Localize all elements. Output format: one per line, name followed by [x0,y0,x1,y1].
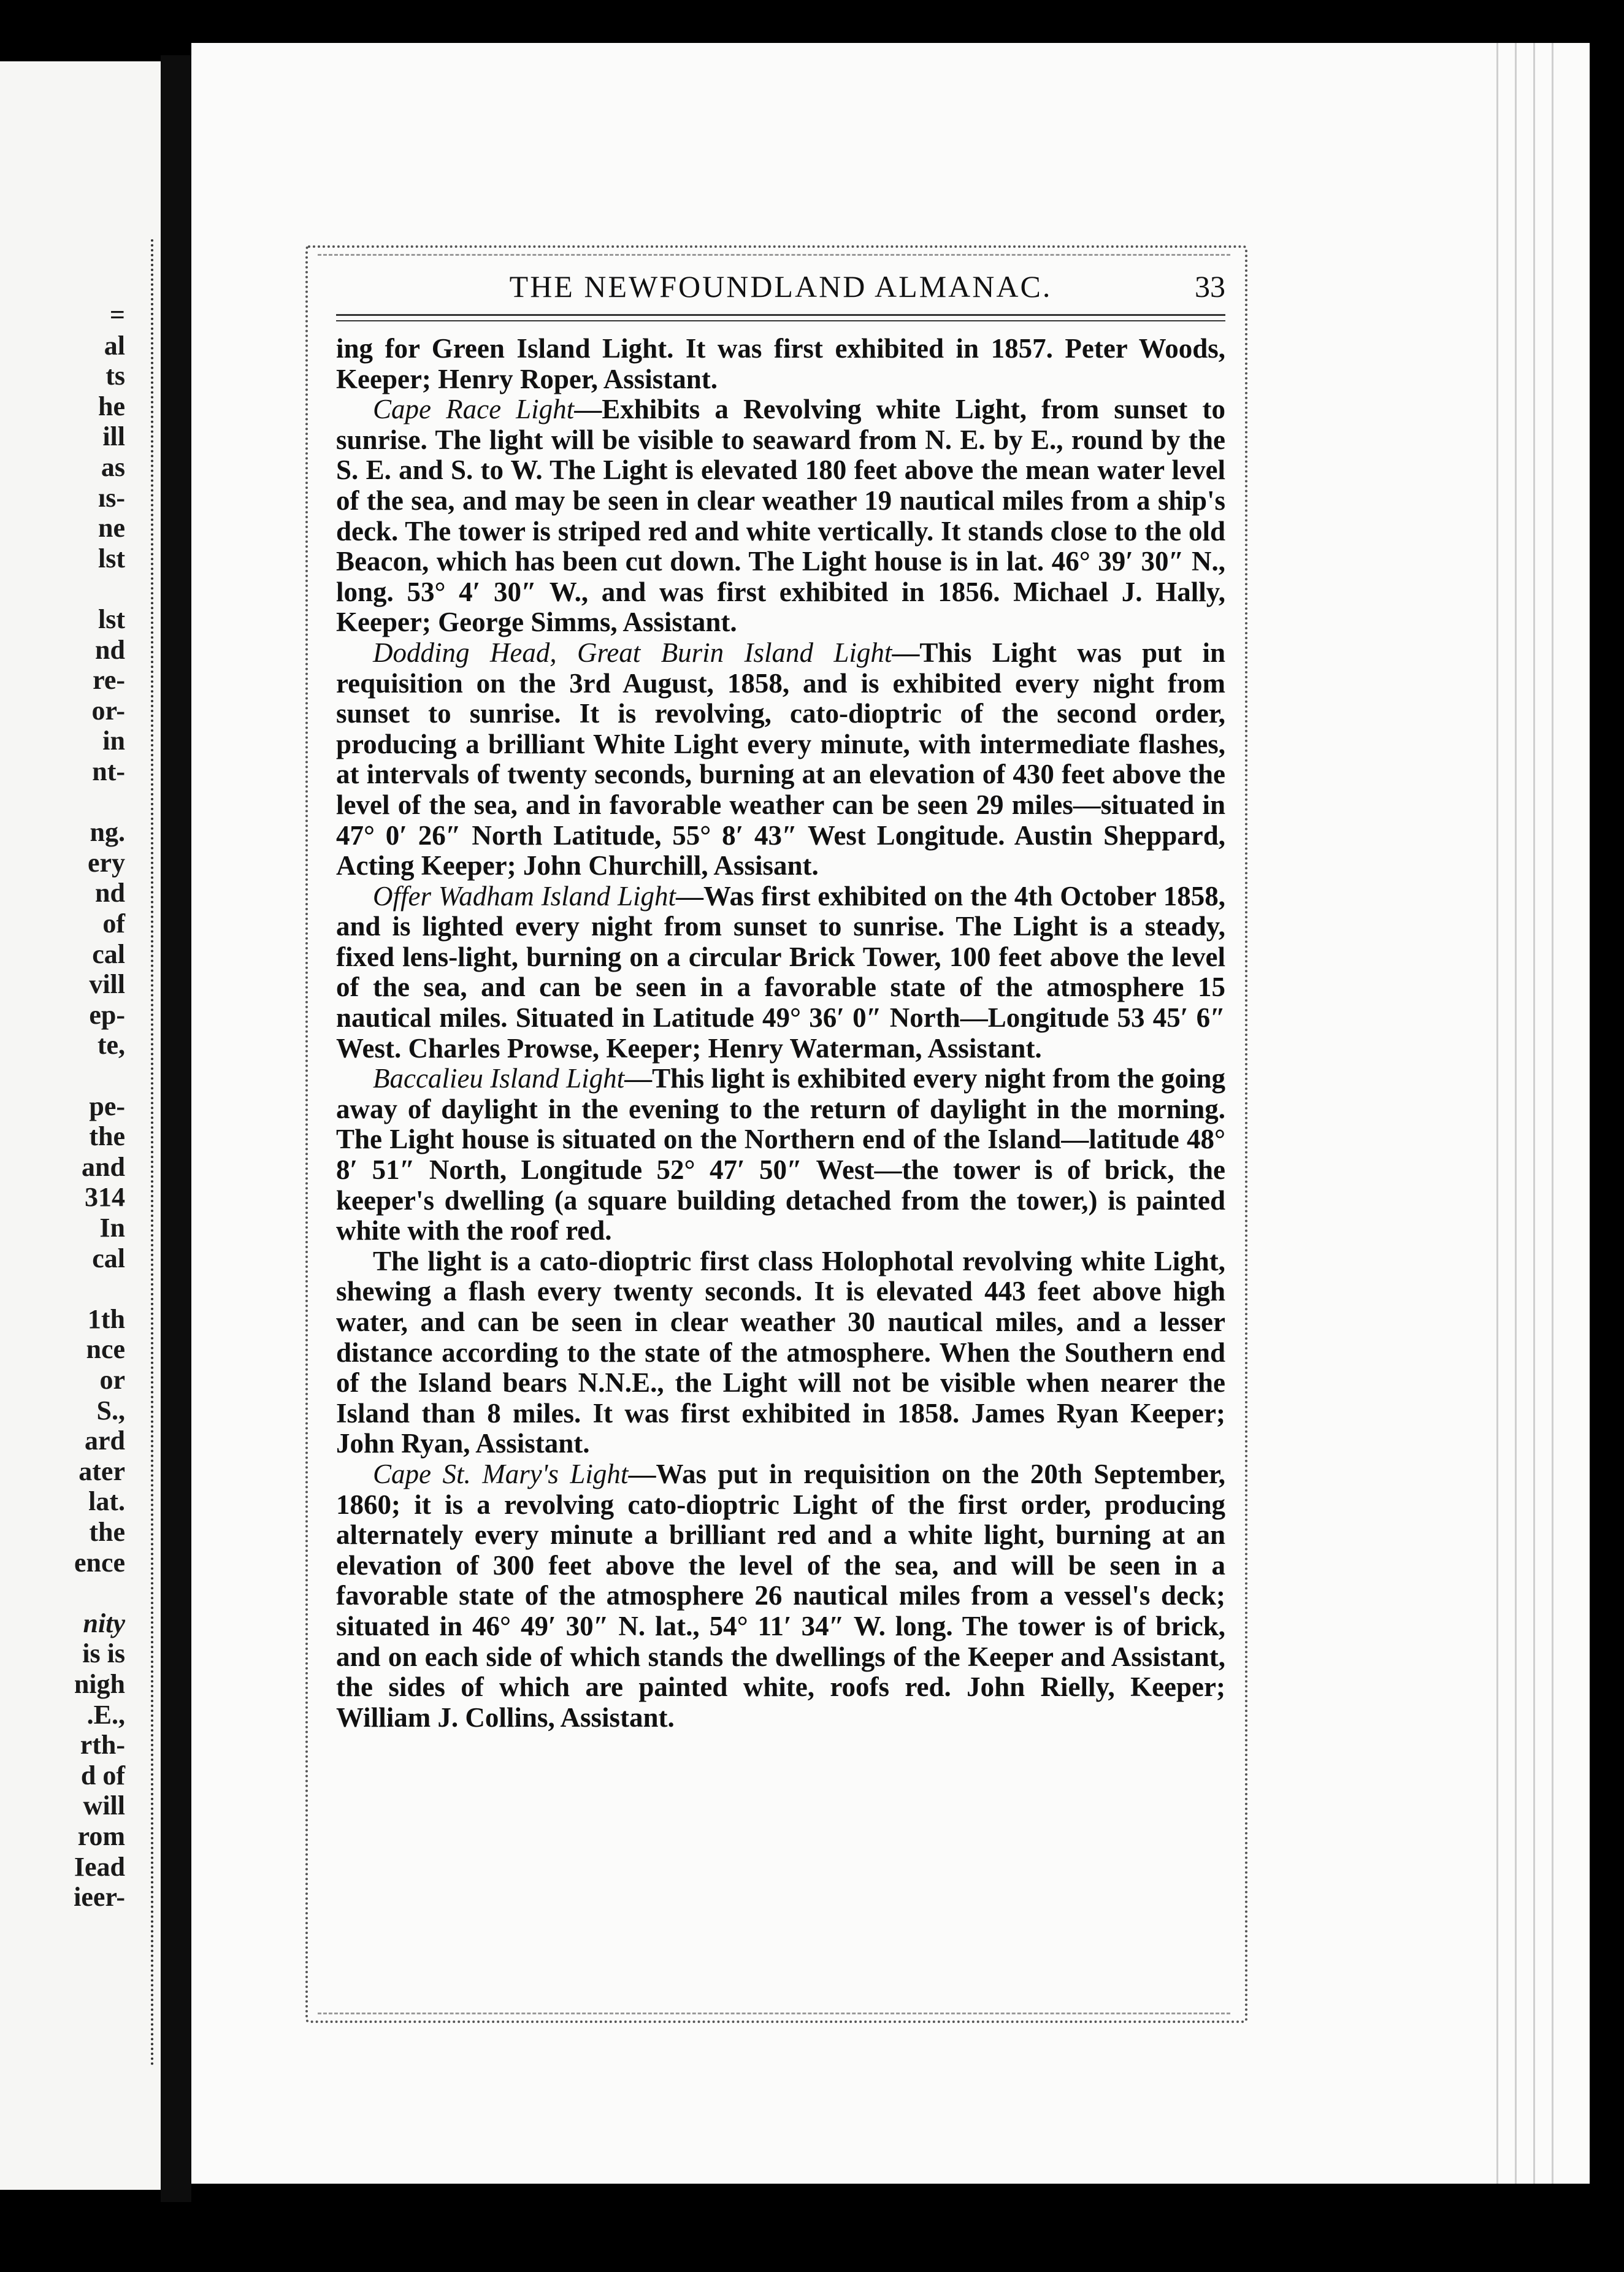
previous-page-fragment: S., [96,1395,125,1426]
previous-page-fragment: ence [74,1547,125,1578]
section-heading: Cape Race Light [373,394,575,425]
paragraph-text: Exhibits a Revolving white Light, from sunset to sunrise. The light will be visible to seaward from N. E. by E., round by the S. E. and S. to W. The Light is elevated 180 feet above the mean water level of the sea, and may be seen in clear weather 19 nautical miles from a ship's deck. The tower is striped red and white vertically. It stands close to the old Beacon, which has been cut down. The Light house is in lat. 46° 39′ 30″ N., long. 53° 4′ 30″ W., and was first exhibited in 1856. Michael J. Hally, Keeper; George Simms, Assistant. [336,394,1225,638]
paragraph: Cape Race Light—Exhibits a Revolving white Light, from sunset to sunrise. The light will be visible to seaward from N. E. by E., round by the S. E. and S. to W. The Light is elevated 180 feet above the mean water level of the sea, and may be seen in clear weather 19 nautical miles from a ship's deck. The tower is striped red and white vertically. It stands close to the old Beacon, which has been cut down. The Light house is in lat. 46° 39′ 30″ N., long. 53° 4′ 30″ W., and was first exhibited in 1856. Michael J. Hally, Keeper; George Simms, Assistant. [336,394,1225,638]
section-heading: Dodding Head, Great Burin Island Light [373,637,892,668]
paragraph: Baccalieu Island Light—This light is exhibited every night from the going away of daylight in the evening to the return of daylight in the morning. The Light house is situated on the Northern end of the Island—latitude 48° 8′ 51″ North, Longitude 52° 47′ 50″ West—the tower is of brick, the keeper's dwelling (a square building detached from the tower,) is painted white with the roof red. [336,1063,1225,1246]
previous-page-fragment: and [82,1151,125,1182]
previous-page-fragment: in [102,726,125,756]
previous-page-fragment: the [89,1121,125,1152]
paragraph-text: ing for Green Island Light. It was first exhibited in 1857. Peter Woods, Keeper; Henry Roper, Assistant. [336,333,1225,394]
previous-page-fragment: .E., [86,1699,125,1730]
previous-page-fragment: nigh [74,1669,125,1699]
previous-page-sliver [0,61,161,2190]
previous-page-fragment: ng. [90,817,125,848]
page-title: THE NEWFOUNDLAND ALMANAC. [509,269,1052,304]
previous-page-fragment: nity [83,1608,125,1638]
previous-page-fragment: ne [98,513,125,543]
section-heading: Offer Wadham Island Light [373,880,676,911]
previous-page-fragment: rom [77,1821,125,1851]
previous-page-fragment: will [83,1790,125,1821]
paragraph: Cape St. Mary's Light—Was put in requisition on the 20th September, 1860; it is a revolving cato-dioptric Light of the first order, producing alternately every minute a brilliant red and a white light, burning at an elevation of 300 feet above the level of the sea, and will be seen in a favorable state of the atmosphere 26 nautical miles from a vessel's deck; situated in 46° 49′ 30″ N. lat., 54° 11′ 34″ W. long. The tower is of brick, and on each side of which stands the dwellings of the Keeper and Assistant, the sides of which are painted white, roofs red. John Rielly, Keeper; William J. Collins, Assistant. [336,1458,1225,1733]
book-gutter [161,55,191,2202]
section-heading: Cape St. Mary's Light [373,1458,629,1489]
previous-page-fragment: al [104,330,125,361]
previous-page-fragment: d of [80,1760,125,1790]
previous-page-fragment: Iead [74,1851,125,1882]
paragraph-text: Was first exhibited on the 4th October 1858, and is lighted every night from sunset to sunrise. The Light is a steady, fixed lens-light, burning on a circular Brick Tower, 100 feet above the level of the sea, and can be seen in a favorable state of the atmosphere 15 nautical miles. Situated in Latitude 49° 36′ 0″ North—Longitude 53 45′ 6″ West. Charles Prowse, Keeper; Henry Waterman, Assistant. [336,880,1226,1064]
previous-page-fragment: ard [85,1426,125,1456]
header-rule [336,314,1225,316]
paragraph: Offer Wadham Island Light—Was first exhibited on the 4th October 1858, and is lighted every night from sunset to sunrise. The Light is a steady, fixed lens-light, burning on a circular Brick Tower, 100 feet above the level of the sea, and can be seen in a favorable state of the atmosphere 15 nautical miles. Situated in Latitude 49° 36′ 0″ North—Longitude 53 45′ 6″ West. Charles Prowse, Keeper; Henry Waterman, Assistant. [336,880,1226,1064]
previous-page-fragment: cal [92,938,125,969]
previous-page-fragment: of [102,908,125,938]
previous-page-fragment: lst [98,543,125,574]
previous-page-fragment: ieer- [74,1882,125,1913]
previous-page-fragment: = [109,300,125,330]
paragraph: Dodding Head, Great Burin Island Light—This Light was put in requisition on the 3rd August, 1858, and is exhibited every night from sunset to sunrise. It is revolving, cato-dioptric of the second order, producing a brilliant White Light every minute, with intermediate flashes, at intervals of twenty seconds, burning at an elevation of 430 feet above the level of the sea, and in favorable weather can be seen 29 miles—situated in 47° 0′ 26″ North Latitude, 55° 8′ 43″ West Longitude. Austin Sheppard, Acting Keeper; John Churchill, Assisant. [336,637,1225,881]
previous-page-fragment: cal [92,1243,125,1273]
section-heading: Baccalieu Island Light [373,1063,625,1094]
paragraph [336,334,1225,394]
previous-page-fragment: In [99,1213,125,1243]
paragraph [336,1246,1225,1459]
previous-page-fragment: nd [95,634,125,665]
previous-page-fragment: nd [95,878,125,908]
previous-page-fragment: nce [86,1334,125,1365]
previous-page-fragment: rth- [80,1730,125,1760]
previous-page-fragment: re- [93,665,125,696]
previous-page-fragment: ater [79,1456,125,1486]
previous-page-fragment: 314 [85,1182,125,1213]
previous-page-fragment: 1th [87,1303,125,1334]
previous-page-border [135,239,153,2067]
previous-page-fragment: te, [97,1030,125,1061]
previous-page-fragment: ep- [89,999,125,1030]
paragraph-text: Was put in requisition on the 20th September, 1860; it is a revolving cato-dioptric Light of the first order, producing alternately every minute a brilliant red and a white light, burning at an elevation of 300 feet above the level of the sea, and will be seen in a favorable state of the atmosphere 26 nautical miles from a vessel's deck; situated in 46° 49′ 30″ N. lat., 54° 11′ 34″ W. long. The tower is of brick, and on each side of which stands the dwellings of the Keeper and Assistant, the sides of which are painted white, roofs red. John Rielly, Keeper; William J. Collins, Assistant. [336,1458,1225,1733]
paragraph-text: This Light was put in requisition on the 3rd August, 1858, and is exhibited every night from sunset to sunrise. It is revolving, cato-dioptric of the second order, producing a brilliant White Light every minute, with intermediate flashes, at intervals of twenty seconds, burning at an elevation of 430 feet above the level of the sea, and in favorable weather can be seen 29 miles—situated in 47° 0′ 26″ North Latitude, 55° 8′ 43″ West Longitude. Austin Sheppard, Acting Keeper; John Churchill, Assisant. [336,637,1225,881]
previous-page-fragment: ıs- [98,482,125,513]
previous-page-fragment: or [99,1365,125,1395]
previous-page-fragment: he [98,391,125,421]
running-header [336,264,1225,307]
previous-page-fragment: ts [105,361,125,391]
previous-page-fragment: or- [91,695,125,726]
paragraph-text: The light is a cato-dioptric first class Holophotal revolving white Light, shewing a flash every twenty seconds. It is elevated 443 feet above high water, and can be seen in clear weather 30 nautical miles, and a lesser distance according to the state of the atmosphere. When the Southern end of the Island bears N.N.E., the Light will not be visible when nearer the Island than 8 miles. It was first exhibited in 1858. James Ryan Keeper; John Ryan, Assistant. [336,1245,1225,1459]
previous-page-fragment: as [101,452,125,482]
previous-page-fragment: vill [89,969,125,1000]
previous-page-fragment: pe- [89,1091,125,1121]
previous-page-fragment: ery [87,847,125,878]
header-rule [336,320,1225,321]
previous-page-fragment: lst [98,604,125,634]
paragraph-text: This light is exhibited every night from the going away of daylight in the evening to the return of daylight in the morning. The Light house is situated on the Northern end of the Island—latitude 48° 8′ 51″ North, Longitude 52° 47′ 50″ West—the tower is of brick, the keeper's dwelling (a square building detached from the tower,) is painted white with the roof red. [336,1063,1225,1246]
previous-page-fragment: the [89,1517,125,1547]
page-number: 33 [1195,269,1225,304]
previous-page-fragment: nt- [92,756,125,786]
previous-page-fragment: ill [102,421,125,452]
previous-page-fragment: is is [82,1638,125,1669]
article-body [336,334,1225,1733]
previous-page-fragment: lat. [88,1486,125,1517]
